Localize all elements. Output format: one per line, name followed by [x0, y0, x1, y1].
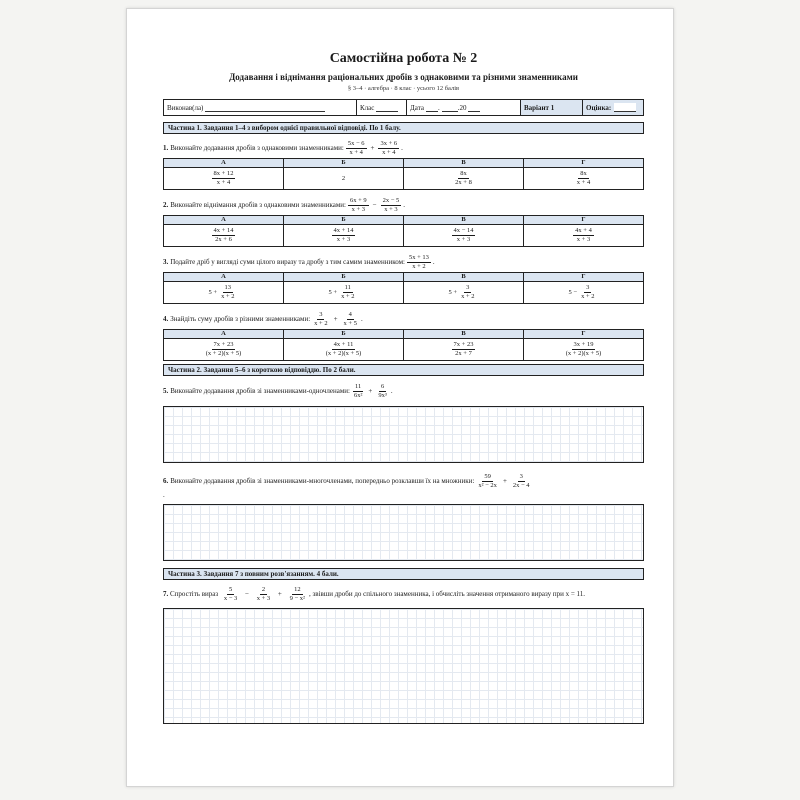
q2-option-c-header: В: [404, 216, 524, 225]
q2-fraction-1: $\frac{6x + 9}{x + 3}$: [349, 196, 367, 213]
question-6: [163, 471, 644, 491]
q7-operator-2: +: [277, 590, 282, 599]
grade-label: Оцінка:: [586, 103, 612, 112]
student-info-row: [163, 99, 644, 116]
q6-fraction-1: $\frac{59}{\text{x² − 2x}}$: [478, 472, 497, 489]
q3-end: .: [432, 257, 435, 266]
q4-answer-table: [163, 329, 644, 361]
q5-fraction-1: $\frac{11}{\text{6x²}}$: [353, 382, 363, 399]
q6-fraction-2: $\frac{3}{2x - 4}$: [512, 472, 530, 489]
q3-option-c-header: В: [404, 273, 524, 282]
q4-fraction-1: $\frac{3}{x + 2}$: [314, 310, 328, 327]
worksheet-meta: § 3–4 · алгебра · 8 клас · усього 12 балів: [347, 85, 460, 92]
grade-field[interactable]: [583, 100, 643, 115]
q1-option-c-header: В: [404, 159, 524, 168]
date-year-blank: [468, 103, 480, 112]
q1-answer-d[interactable]: $\frac{8x}{x + 4}$: [524, 168, 644, 190]
q7-text-post: , звівши дроби до спільного знаменника, і обчисліть значення отриманого виразу при x = 11.: [309, 590, 586, 599]
name-label: Виконав(ла): [167, 103, 204, 112]
worksheet-subtitle: Додавання і віднімання раціональних дробів з однаковими та різними знаменниками: [229, 72, 578, 82]
q3-answer-a[interactable]: 5 + $\frac{13}{x + 2}$: [164, 282, 284, 304]
q7-fraction-1: $\frac{5}{x - 3}$: [223, 586, 238, 602]
q6-operator: +: [502, 476, 507, 485]
q5-fraction-2: $\frac{6}{\text{9x³}}$: [378, 382, 387, 399]
q2-operator: −: [372, 200, 377, 209]
date-label: Дата: [410, 103, 424, 112]
q1-operator: +: [370, 143, 375, 152]
q1-answer-table: [163, 158, 644, 190]
q3-answer-d[interactable]: 5 − $\frac{3}{x + 2}$: [524, 282, 644, 304]
q2-answer-a[interactable]: $\frac{4x + 14}{2x + 6}$: [164, 225, 284, 247]
q4-answer-b[interactable]: $\frac{4x + 11}{(x + 2)(x + 5)}$: [284, 339, 404, 361]
q3-fraction-1: $\frac{5x + 13}{x + 2}$: [409, 253, 429, 270]
q6-end: .: [163, 491, 165, 499]
q7-number: 7.: [163, 590, 169, 599]
q3-answer-b[interactable]: 5 + $\frac{11}{x + 2}$: [284, 282, 404, 304]
q5-end: .: [390, 386, 393, 395]
q3-text: Подайте дріб у вигляді суми цілого виразу та дробу з тим самим знаменником:: [170, 257, 405, 266]
q1-option-b-header: Б: [284, 159, 404, 168]
q7-answer-area[interactable]: [163, 608, 644, 724]
question-1: [163, 138, 644, 158]
q2-answer-table: [163, 215, 644, 247]
q7-text-pre: Спростіть вираз: [170, 590, 219, 599]
q1-option-d-header: Г: [524, 159, 644, 168]
q6-end-line: [163, 491, 644, 500]
q3-option-b-header: Б: [284, 273, 404, 282]
q2-answer-d[interactable]: $\frac{4x + 4}{x + 3}$: [524, 225, 644, 247]
grade-blank: [614, 103, 636, 112]
q4-operator: +: [333, 314, 338, 323]
q1-fraction-2: $\frac{3x + 6}{x + 4}$: [380, 139, 398, 156]
student-name-field[interactable]: [164, 100, 357, 115]
q1-number: 1.: [163, 143, 169, 152]
q2-end: .: [403, 200, 406, 209]
question-2: [163, 195, 644, 215]
q4-option-a-header: А: [164, 330, 284, 339]
part3-header: Частина 3. Завдання 7 з повним розв'язанням. 4 бали.: [163, 568, 644, 580]
q7-fraction-3: $\frac{12}{\text{9 − x²}}$: [289, 586, 305, 602]
part2-header: Частина 2. Завдання 5–6 з короткою відповіддю. По 2 бали.: [163, 364, 644, 376]
class-label: Клас: [360, 103, 375, 112]
class-blank: [376, 103, 398, 112]
q1-end: .: [401, 143, 403, 152]
name-blank: [205, 103, 325, 112]
q4-option-d-header: Г: [524, 330, 644, 339]
question-3: [163, 252, 644, 272]
q1-answer-c[interactable]: $\frac{8x}{2x + 8}$: [404, 168, 524, 190]
q5-answer-area[interactable]: [163, 406, 644, 463]
q7-fraction-2: $\frac{2}{x + 3}$: [256, 586, 271, 602]
variant-text: Варіант 1: [524, 103, 555, 112]
q7-operator-1: −: [245, 590, 249, 599]
q1-answer-b[interactable]: 2: [284, 168, 404, 190]
q2-answer-c[interactable]: $\frac{4x - 14}{x + 3}$: [404, 225, 524, 247]
q4-option-c-header: В: [404, 330, 524, 339]
q3-number: 3.: [163, 257, 169, 266]
q3-option-a-header: А: [164, 273, 284, 282]
question-4: [163, 309, 644, 329]
class-field[interactable]: [357, 100, 407, 115]
q4-fraction-2: $\frac{4}{x + 5}$: [343, 310, 357, 327]
q2-option-b-header: Б: [284, 216, 404, 225]
q4-text: Знайдіть суму дробів з різними знаменниками:: [170, 314, 311, 323]
q4-number: 4.: [163, 314, 169, 323]
date-sep-1: .: [437, 103, 440, 112]
q4-answer-d[interactable]: $\frac{3x + 19}{(x + 2)(x + 5)}$: [524, 339, 644, 361]
q5-operator: +: [368, 386, 373, 395]
q4-end: .: [360, 314, 363, 323]
q2-option-a-header: А: [164, 216, 284, 225]
q2-text: Виконайте віднімання дробів з однаковими знаменниками:: [170, 200, 346, 209]
q3-option-d-header: Г: [524, 273, 644, 282]
date-sep-2: .: [457, 103, 460, 112]
q5-text: Виконайте додавання дробів зі знаменниками-одночленами:: [170, 386, 350, 395]
q6-answer-area[interactable]: [163, 504, 644, 561]
date-month-blank: [442, 103, 458, 112]
worksheet-title: Самостійна робота № 2: [329, 51, 478, 66]
part1-header: Частина 1. Завдання 1–4 з вибором однієї правильної відповіді. По 1 балу.: [163, 122, 644, 134]
q1-fraction-1: $\frac{5x - 6}{x + 4}$: [347, 139, 365, 156]
q6-text: Виконайте додавання дробів зі знаменниками-многочленами, попередньо розклавши їх на множники:: [170, 476, 475, 485]
variant-label: [521, 100, 583, 115]
worksheet-page: [126, 8, 674, 787]
q2-number: 2.: [163, 200, 169, 209]
q4-option-b-header: Б: [284, 330, 404, 339]
q4-answer-c[interactable]: $\frac{7x + 23}{2x + 7}$: [404, 339, 524, 361]
q6-number: 6.: [163, 476, 169, 485]
q2-fraction-2: $\frac{2x - 5}{x + 3}$: [382, 196, 400, 213]
date-year-prefix: 20: [459, 103, 467, 112]
q1-option-a-header: А: [164, 159, 284, 168]
q5-number: 5.: [163, 386, 169, 395]
q2-answer-b[interactable]: $\frac{4x + 14}{x + 3}$: [284, 225, 404, 247]
q3-answer-table: [163, 272, 644, 304]
question-7: [163, 586, 644, 603]
date-day-blank: [426, 103, 438, 112]
question-5: [163, 381, 644, 401]
q3-answer-c[interactable]: 5 + $\frac{3}{x + 2}$: [404, 282, 524, 304]
q4-answer-a[interactable]: $\frac{7x + 23}{(x + 2)(x + 5)}$: [164, 339, 284, 361]
worksheet-content: [163, 9, 644, 724]
q2-option-d-header: Г: [524, 216, 644, 225]
date-field[interactable]: [407, 100, 521, 115]
q1-text: Виконайте додавання дробів з однаковими знаменниками:: [170, 143, 344, 152]
q1-answer-a[interactable]: $\frac{8x + 12}{x + 4}$: [164, 168, 284, 190]
